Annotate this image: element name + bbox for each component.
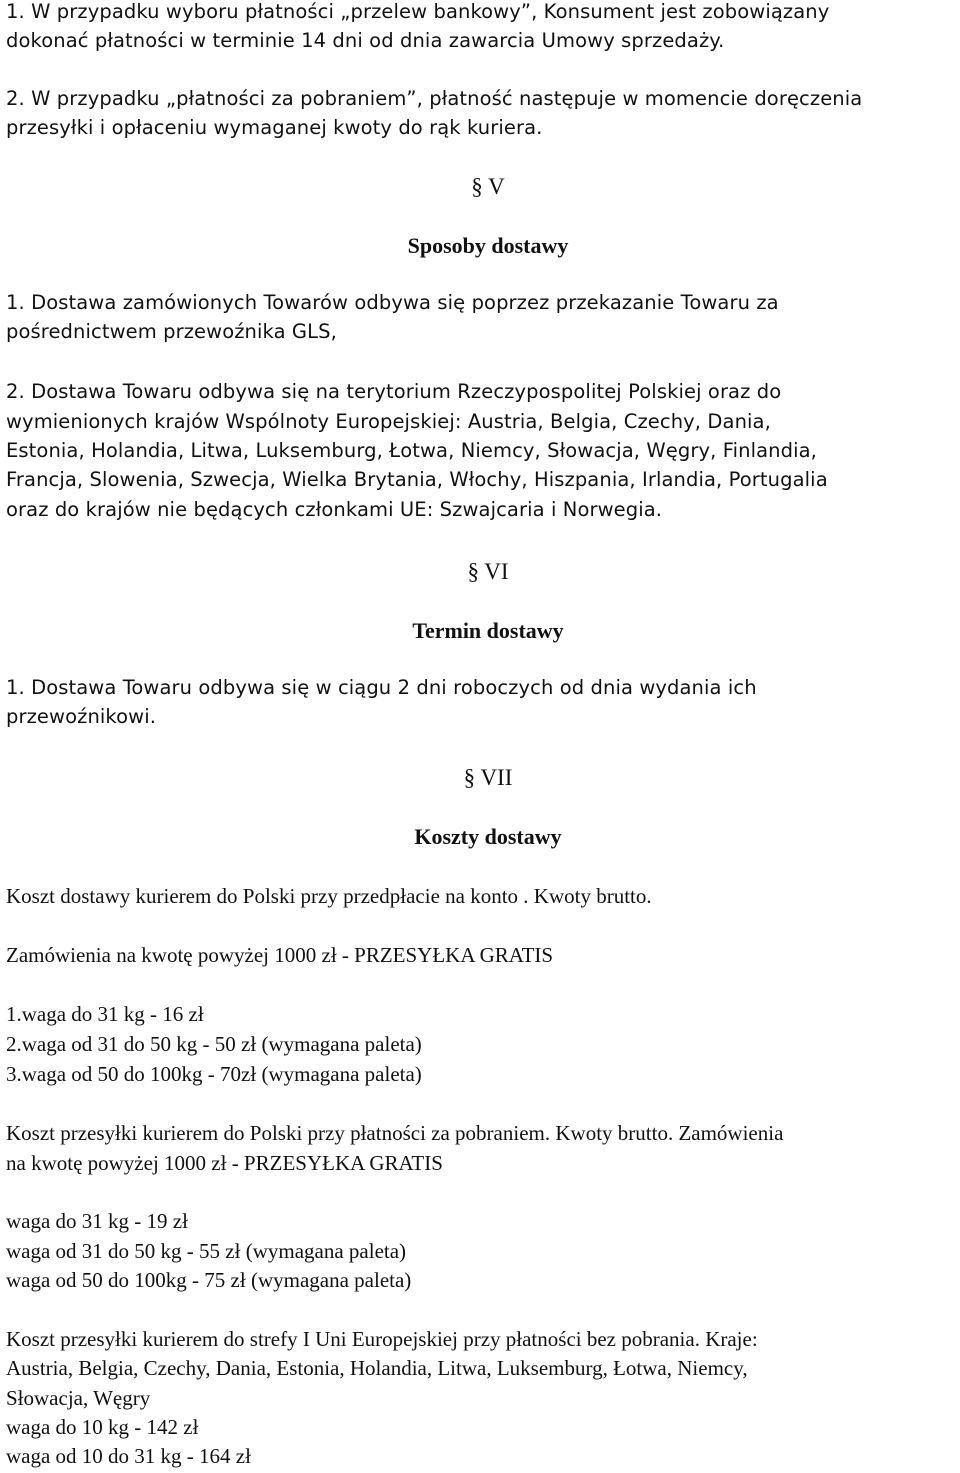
section-number-v: § V bbox=[471, 174, 505, 199]
payment-cod-line-1: 2. W przypadku „płatności za pobraniem”, płatność następuje w momencie doręczenia bbox=[6, 87, 863, 110]
eu-rate-1: waga do 10 kg - 142 zł bbox=[6, 1415, 199, 1439]
section-number-vii: § VII bbox=[463, 765, 513, 790]
prepaid-rate-3: 3.waga od 50 do 100kg - 70zł (wymagana paleta) bbox=[6, 1062, 422, 1086]
cod-cost-intro-line-2: na kwotę powyżej 1000 zł - PRZESYŁKA GRATIS bbox=[6, 1151, 443, 1175]
delivery-territory-line-4: Francja, Slowenia, Szwecja, Wielka Brytania, Włochy, Hiszpania, Irlandia, Portugalia bbox=[6, 468, 828, 491]
prepaid-cost-intro: Koszt dostawy kurierem do Polski przy przedpłacie na konto . Kwoty brutto. bbox=[6, 884, 652, 908]
cod-rate-2: waga od 31 do 50 kg - 55 zł (wymagana paleta) bbox=[6, 1239, 407, 1263]
eu-cost-intro-line-1: Koszt przesyłki kurierem do strefy I Uni Europejskiej przy płatności bez pobrania. Kraje: bbox=[6, 1327, 758, 1351]
section-number-vi: § VI bbox=[467, 559, 509, 584]
prepaid-free-shipping: Zamówienia na kwotę powyżej 1000 zł - PRZESYŁKA GRATIS bbox=[6, 943, 554, 967]
payment-transfer-line-2: dokonać płatności w terminie 14 dni od dnia zawarcia Umowy sprzedaży. bbox=[6, 29, 725, 52]
delivery-time-line-1: 1. Dostawa Towaru odbywa się w ciągu 2 dni roboczych od dnia wydania ich bbox=[6, 676, 757, 699]
section-title-delivery-costs: Koszty dostawy bbox=[414, 824, 562, 849]
section-title-delivery-methods: Sposoby dostawy bbox=[407, 233, 569, 258]
payment-transfer-line-1: 1. W przypadku wyboru płatności „przelew bankowy”, Konsument jest zobowiązany bbox=[6, 0, 830, 23]
delivery-territory-line-3: Estonia, Holandia, Litwa, Luksemburg, Łotwa, Niemcy, Słowacja, Węgry, Finlandia, bbox=[6, 439, 817, 462]
delivery-time-line-2: przewoźnikowi. bbox=[6, 705, 157, 728]
delivery-method-line-2: pośrednictwem przewoźnika GLS, bbox=[6, 320, 337, 343]
eu-cost-intro-line-2: Austria, Belgia, Czechy, Dania, Estonia, Holandia, Litwa, Luksemburg, Łotwa, Niemcy, bbox=[6, 1356, 748, 1380]
cod-cost-intro-line-1: Koszt przesyłki kurierem do Polski przy płatności za pobraniem. Kwoty brutto. Zamówienia bbox=[6, 1121, 784, 1145]
delivery-territory-line-2: wymienionych krajów Wspólnoty Europejskiej: Austria, Belgia, Czechy, Dania, bbox=[6, 410, 771, 433]
delivery-territory-line-5: oraz do krajów nie będących członkami UE: Szwajcaria i Norwegia. bbox=[6, 498, 663, 521]
eu-cost-intro-line-3: Słowacja, Węgry bbox=[6, 1386, 151, 1410]
section-title-delivery-time: Termin dostawy bbox=[412, 618, 564, 643]
eu-rate-2: waga od 10 do 31 kg - 164 zł bbox=[6, 1444, 251, 1468]
delivery-territory-line-1: 2. Dostawa Towaru odbywa się na terytorium Rzeczypospolitej Polskiej oraz do bbox=[6, 380, 782, 403]
cod-rate-3: waga od 50 do 100kg - 75 zł (wymagana paleta) bbox=[6, 1268, 412, 1292]
cod-rate-1: waga do 31 kg - 19 zł bbox=[6, 1209, 188, 1233]
prepaid-rate-2: 2.waga od 31 do 50 kg - 50 zł (wymagana paleta) bbox=[6, 1032, 422, 1056]
payment-cod-line-2: przesyłki i opłaceniu wymaganej kwoty do rąk kuriera. bbox=[6, 116, 543, 139]
delivery-method-line-1: 1. Dostawa zamówionych Towarów odbywa się poprzez przekazanie Towaru za bbox=[6, 291, 779, 314]
prepaid-rate-1: 1.waga do 31 kg - 16 zł bbox=[6, 1002, 204, 1026]
